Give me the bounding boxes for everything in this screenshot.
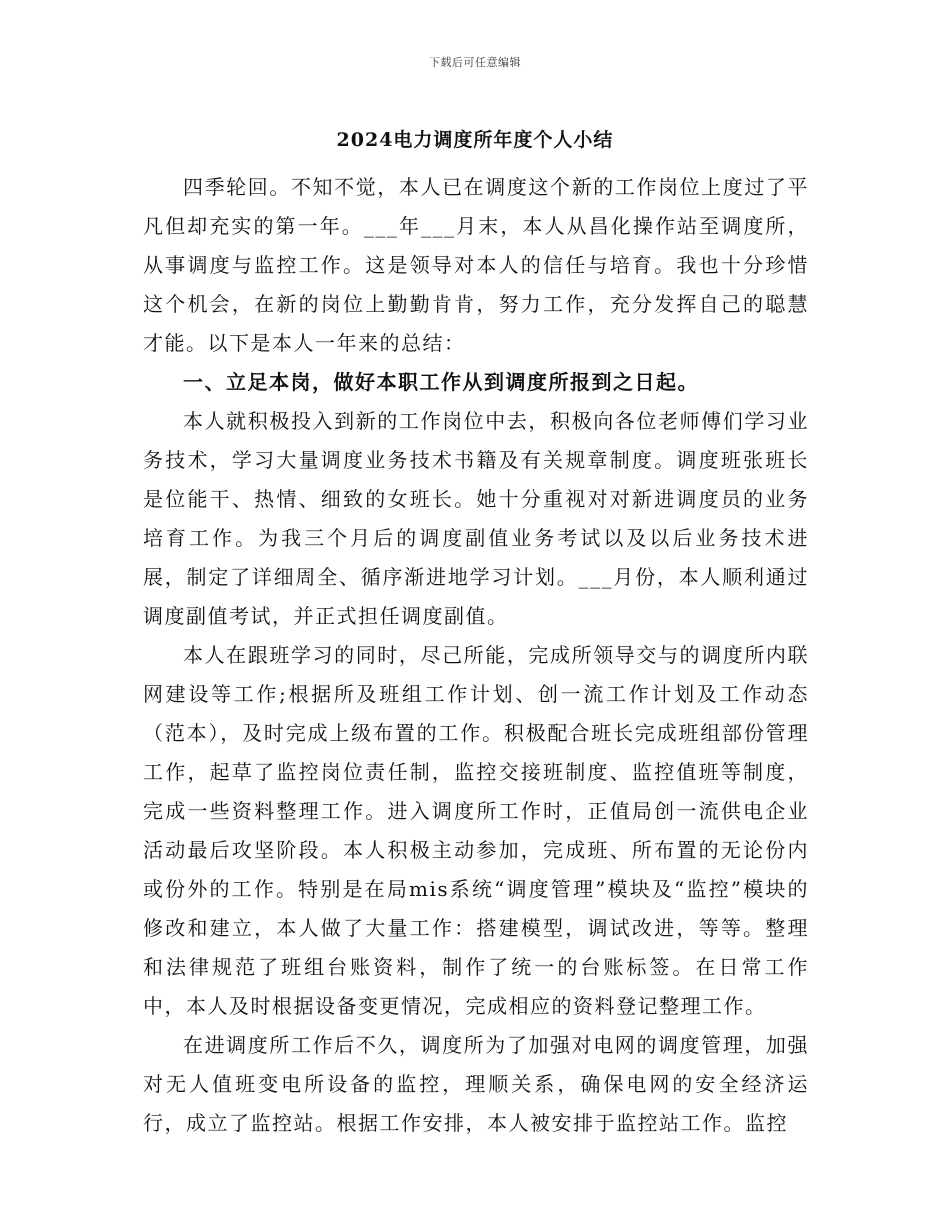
body-paragraph: 在进调度所工作后不久，调度所为了加强对电网的调度管理，加强对无人值班变电所设备的监控，理顺关系，确保电网的安全经济运行，成立了监控站。根据工作安排，本人被安排于监控站工作。监控: [143, 1033, 809, 1135]
document-title: 2024电力调度所年度个人小结: [336, 129, 614, 151]
document-body: [143, 168, 809, 1143]
intro-paragraph: 四季轮回。不知不觉，本人已在调度这个新的工作岗位上度过了平凡但却充实的第一年。___年___月末，本人从昌化操作站至调度所，从事调度与监控工作。这是领导对本人的信任与培育。我也十分珍惜这个机会，在新的岗位上勤勤肯肯，努力工作，充分发挥自己的聪慧才能。以下是本人一年来的总结：: [143, 175, 809, 355]
section-heading: 一、立足本岗，做好本职工作从到调度所报到之日起。: [183, 370, 699, 394]
page-header-note: 下载后可任意编辑: [429, 56, 521, 69]
body-paragraph: 本人就积极投入到新的工作岗位中去，积极向各位老师傅们学习业务技术，学习大量调度业务技术书籍及有关规章制度。调度班张班长是位能干、热情、细致的女班长。她十分重视对对新进调度员的业务培育工作。为我三个月后的调度副值业务考试以及以后业务技术进展，制定了详细周全、循序渐进地学习计划。___月份，本人顺利通过调度副值考试，并正式担任调度副值。: [143, 409, 809, 628]
body-paragraph: 本人在跟班学习的同时，尽己所能，完成所领导交与的调度所内联网建设等工作;根据所及班组工作计划、创一流工作计划及工作动态（范本），及时完成上级布置的工作。积极配合班长完成班组部份管理工作，起草了监控岗位责任制，监控交接班制度、监控值班等制度，完成一些资料整理工作。进入调度所工作时，正值局创一流供电企业活动最后攻坚阶段。本人积极主动参加，完成班、所布置的无论份内或份外的工作。特别是在局mis系统“调度管理”模块及“监控”模块的修改和建立，本人做了大量工作：搭建模型，调试改进，等等。整理和法律规范了班组台账资料，制作了统一的台账标签。在日常工作中，本人及时根据设备变更情况，完成相应的资料登记整理工作。: [143, 643, 809, 1018]
